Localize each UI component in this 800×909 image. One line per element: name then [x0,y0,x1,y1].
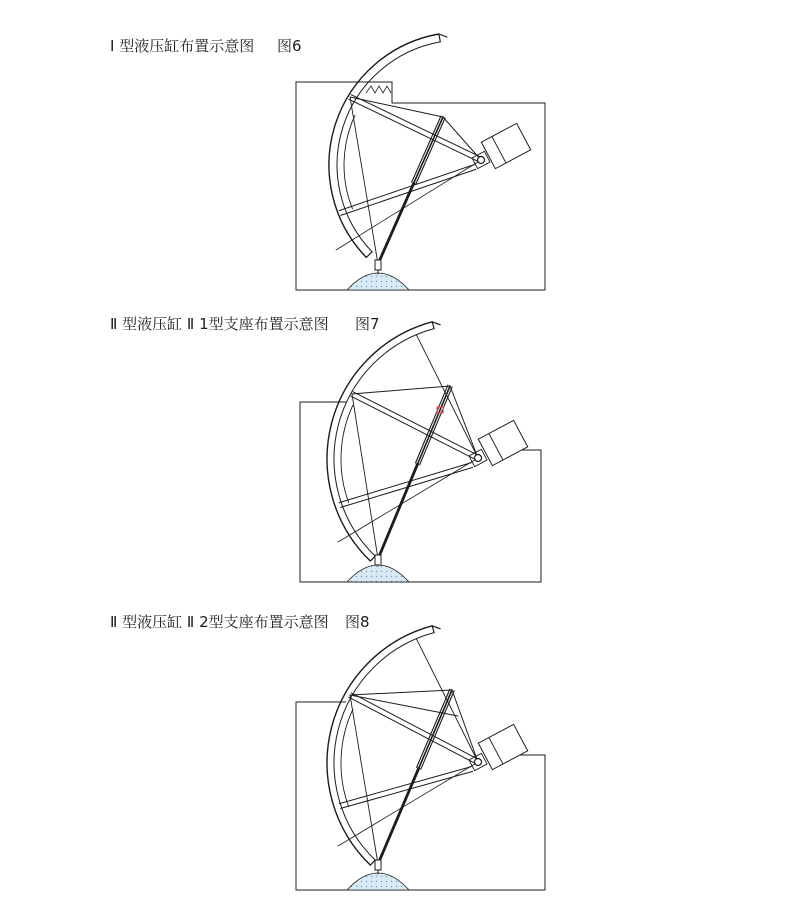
figure-7-stiffener-arc [341,405,353,503]
figure-8-bottom-hinge [375,860,381,870]
figure-6-diagram [296,34,545,290]
figure-6-upper-arm-edge-b [351,95,482,158]
figure-6-caption: Ⅰ 型液压缸布置示意图 [110,37,255,55]
figure-8-cylinder-rod [378,768,419,864]
figure-7-number: 图7 [355,315,380,333]
figure-6-lower-arm-edge-b [339,165,474,211]
figure-8-hoist-box-body [478,724,527,769]
figure-8-trunnion-pin [475,759,482,766]
figure-7-cylinder-barrel-edge-b [416,385,448,463]
figure-7-upper-arm-edge-b [353,392,479,456]
figure-6-foundation-base [347,273,409,290]
figure-6-frame-outline [296,82,545,290]
figure-6-zigzag-seal [366,86,391,93]
figure-8-cylinder-barrel-edge-a [421,691,454,769]
figure-7-caption: Ⅱ 型液压缸 Ⅱ 1型支座布置示意图 [110,315,329,333]
figure-7-top-brace [352,386,450,394]
figure-6-bottom-hinge [375,260,381,270]
figure-6-arc-top-hook [439,34,447,37]
figure-7-cylinder-barrel-edge-a [420,387,452,465]
figure-8-cylinder-axis [419,690,452,768]
figure-6-upper-arm-edge-a [349,99,480,162]
figure-7-foundation-base [347,565,409,582]
figure-7-hoist-box-body [478,420,527,465]
figure-7-hoist-box [478,420,527,465]
figure-6-trunnion-pin [478,157,485,164]
figure-7-radius-line [338,458,478,542]
figure-8-arc-bottom-cap [370,860,375,865]
figure-7-trunnion-pin [475,455,482,462]
figure-8-caption: Ⅱ 型液压缸 Ⅱ 2型支座布置示意图 [110,613,329,631]
figure-7-cylinder-rod [378,464,418,559]
figure-6-stiffener-arc [344,115,355,209]
figure-8-hoist-box [478,724,527,769]
figure-8-skin-plate-inner-arc [334,633,434,861]
figure-8-radius-line [338,762,478,846]
figure-8-top-brace [350,690,452,695]
figure-6-number: 图6 [277,37,302,55]
figure-8-strut [452,690,478,762]
figure-7-cylinder-axis [418,386,450,464]
figure-7-strut [450,386,478,458]
figure-8-stiffener-arc [341,709,353,807]
figure-8-diagram [296,626,545,890]
figure-7-arc-bottom-cap [370,556,375,561]
figure-8-tie-line [350,695,378,864]
figure-6-arc-bottom-cap [366,252,372,258]
figure-8-number: 图8 [345,613,370,631]
figure-6-hoist-box-body [481,123,530,168]
figure-8-cylinder-barrel-edge-b [417,689,450,767]
figure-6-radius-line [336,160,481,250]
figure-7-skin-plate-inner-arc [334,329,434,556]
figure-7-tie-line [352,394,378,559]
figure-6-skin-plate-inner-arc [337,42,440,252]
figure-6-arc-top-cap [439,34,440,42]
figure-7-diagram [300,322,541,582]
figure-6-hoist-box [481,123,530,168]
figure-8-foundation-base [347,873,409,890]
figure-7-bottom-hinge [375,555,381,565]
